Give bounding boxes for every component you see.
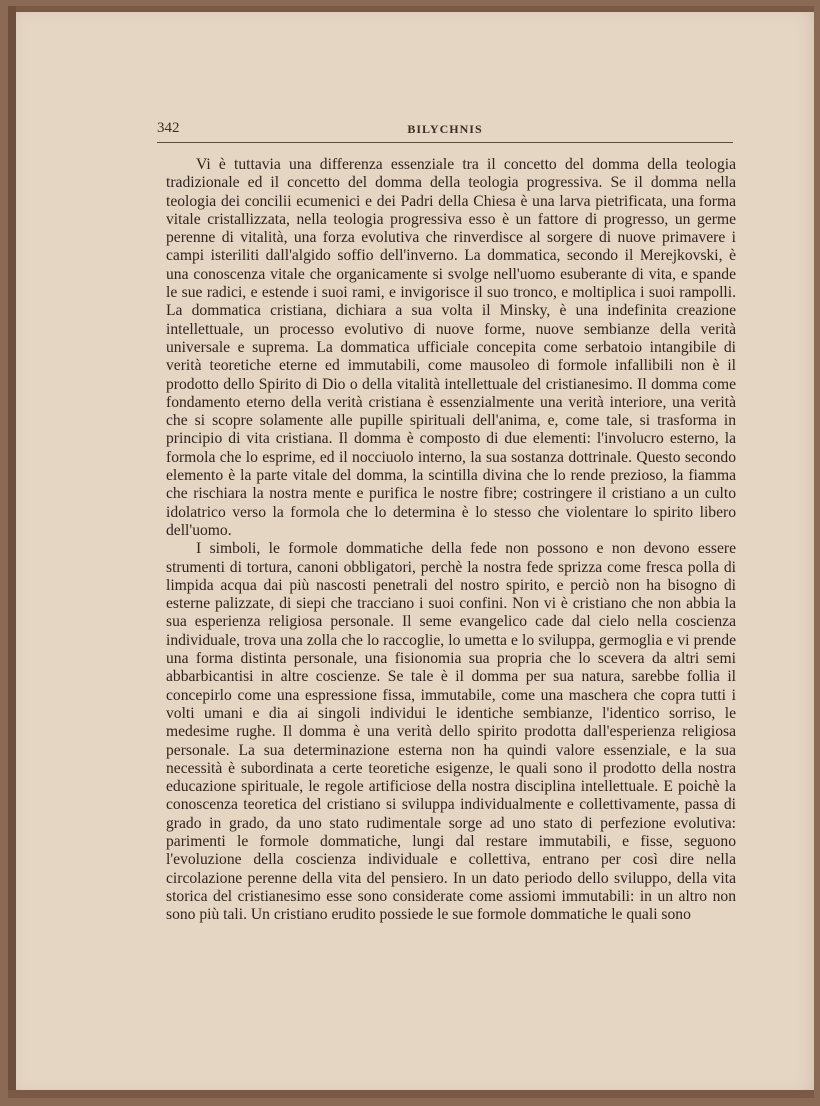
running-head bbox=[157, 116, 733, 143]
book-page bbox=[8, 6, 814, 1098]
page-top-edge bbox=[8, 6, 814, 12]
page-bottom-edge bbox=[8, 1090, 814, 1098]
page-number: 342 bbox=[157, 120, 180, 136]
paragraph-2: I simboli, le formole dommatiche della fede non possono e non devono essere strumenti di tortura, canoni obbligatori, perchè la nostra fede sprizza come fresca polla di limpida acqua dai più nascosti penetrali del nostro spirito, e perciò non ha bisogno di esterne palizzate, di siepi che tracciano i suoi confini. Non vi è cristiano che non abbia la sua esperienza religiosa personale. Il seme evangelico cade dal cielo nella coscienza individuale, trova una zolla che lo raccoglie, lo umetta e lo sviluppa, germoglia e vi prende una forma distinta personale, una fisionomia sua propria che lo scevera da altri semi abbarbicantisi in altre coscienze. Se tale è il domma per sua natura, sarebbe follia il concepirlo come una espressione fissa, immutabile, come una maschera che copra tutti i volti umani e dia ai singoli individui le identiche sembianze, l'identico sorriso, le medesime rughe. Il domma è una verità dello spirito prodotta dall'esperienza religiosa personale. La sua determinazione esterna non ha quindi valore essenziale, e la sua necessità è subordinata a certe teoretiche esigenze, le quali sono il prodotto della nostra educazione spirituale, le regole artificiose della nostra disciplina intellettuale. E poichè la conoscenza teoretica del cristiano si sviluppa individualmente e collettivamente, passa di grado in grado, da uno stato rudimentale sorge ad uno stato di perfezione evolutiva: parimenti le formole dommatiche, lungi dal restare immutabili, e fisse, seguono l'evoluzione della coscienza individuale e collettiva, entrano per così dire nella circolazione perenne della vita del pensiero. In un dato periodo dello sviluppo, della vita storica del cristianesimo esse sono considerate come assiomi immutabili: in un altro non sono più tali. Un cristiano erudito possiede le sue formole dommatiche le quali sono bbox=[166, 540, 736, 924]
body-text bbox=[166, 156, 736, 924]
journal-title: BILYCHNIS bbox=[407, 122, 483, 136]
paragraph-1: Vi è tuttavia una differenza essenziale tra il concetto del domma della teologia tradizionale ed il concetto del domma della teologia progressiva. Se il domma nella teologia dei concilii ecumenici e dei Padri della Chiesa è una larva pietrificata, una forma vitale cristallizzata, nella teologia progressiva esso è un fattore di progresso, un germe perenne di vitalità, una forza evolutiva che rinverdisce al sorgere di nuove primavere i campi isteriliti dall'algido soffio dell'inverno. La dommatica, secondo il Merejkovski, è una conoscenza vitale che organicamente si svolge nell'uomo esuberante di vita, e spande le sue radici, e estende i suoi rami, e invigorisce il suo tronco, e moltiplica i suoi rampolli. La dommatica cristiana, dichiara a sua volta il Minsky, è una indefinita creazione intellettuale, un processo evolutivo di nuove forme, nuove sembianze della verità universale e suprema. La dommatica ufficiale concepita come serbatoio intangibile di verità teoretiche eterne ed immutabili, come mausoleo di formole infallibili non è il prodotto dello Spirito di Dio o della vitalità intellettuale del cristianesimo. Il domma come fondamento eterno della verità cristiana è essenzialmente una verità interiore, una verità che si scopre solamente alle pupille spirituali dell'anima, e, come tale, si trasforma in principio di vita cristiana. Il domma è composto di due elementi: l'involucro esterno, la formola che lo esprime, ed il nocciuolo interno, la sua sostanza dottrinale. Questo secondo elemento è la parte vitale del domma, la scintilla divina che lo rende prezioso, la fiamma che rischiara la nostra mente e purifica le nostre fibre; costringere il cristiano a un culto idolatrico verso la formola che lo determina è lo stesso che violentare lo spirito libero dell'uomo. bbox=[166, 156, 736, 539]
page-gutter bbox=[8, 6, 16, 1098]
